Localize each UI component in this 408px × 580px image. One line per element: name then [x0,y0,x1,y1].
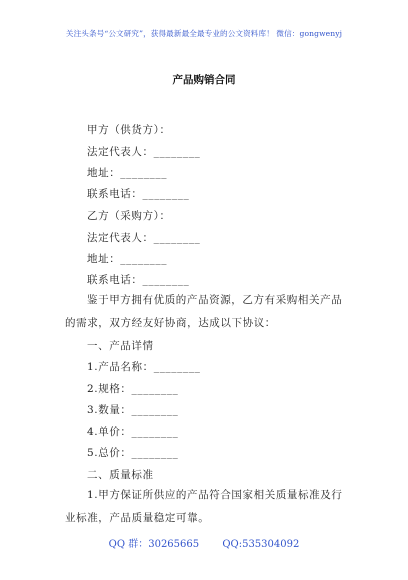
party-b-address: 地址：________ [87,253,168,265]
party-b-representative: 法定代表人：________ [87,232,201,244]
party-b-label: 乙方（采购方）： [87,210,171,222]
intro-paragraph: 鉴于甲方拥有优质的产品资源，乙方有采购相关产品的需求，双方经友好协商，达成以下协议： [65,294,343,329]
unit-price-item: 4.单价：________ [87,426,179,438]
party-a-phone: 联系电话：________ [87,188,190,200]
section1-title: 一、产品详情 [87,340,154,352]
total-price-item: 5.总价：________ [87,447,179,459]
party-a-label: 甲方（供货方）： [87,124,171,136]
party-b-phone: 联系电话：________ [87,274,190,286]
document-title: 产品购销合同 [172,74,236,86]
qq-number: QQ:535304092 [222,539,300,550]
party-a-address: 地址：________ [87,167,168,179]
product-name-item: 1.产品名称：________ [87,361,201,373]
qq-group: QQ 群：30265665 [108,539,200,550]
section2-title: 二、质量标准 [87,469,154,481]
spec-item: 2.规格：________ [87,383,179,395]
party-a-representative: 法定代表人：________ [87,146,201,158]
footer-contact [0,535,408,550]
quantity-item: 3.数量：________ [87,404,179,416]
header-note: 关注头条号“公文研究”，获得最新最全最专业的公文资料库！ 微信：gongwenyj [65,29,343,38]
quality-paragraph: 1.甲方保证所供应的产品符合国家相关质量标准及行业标准，产品质量稳定可靠。 [65,489,343,524]
